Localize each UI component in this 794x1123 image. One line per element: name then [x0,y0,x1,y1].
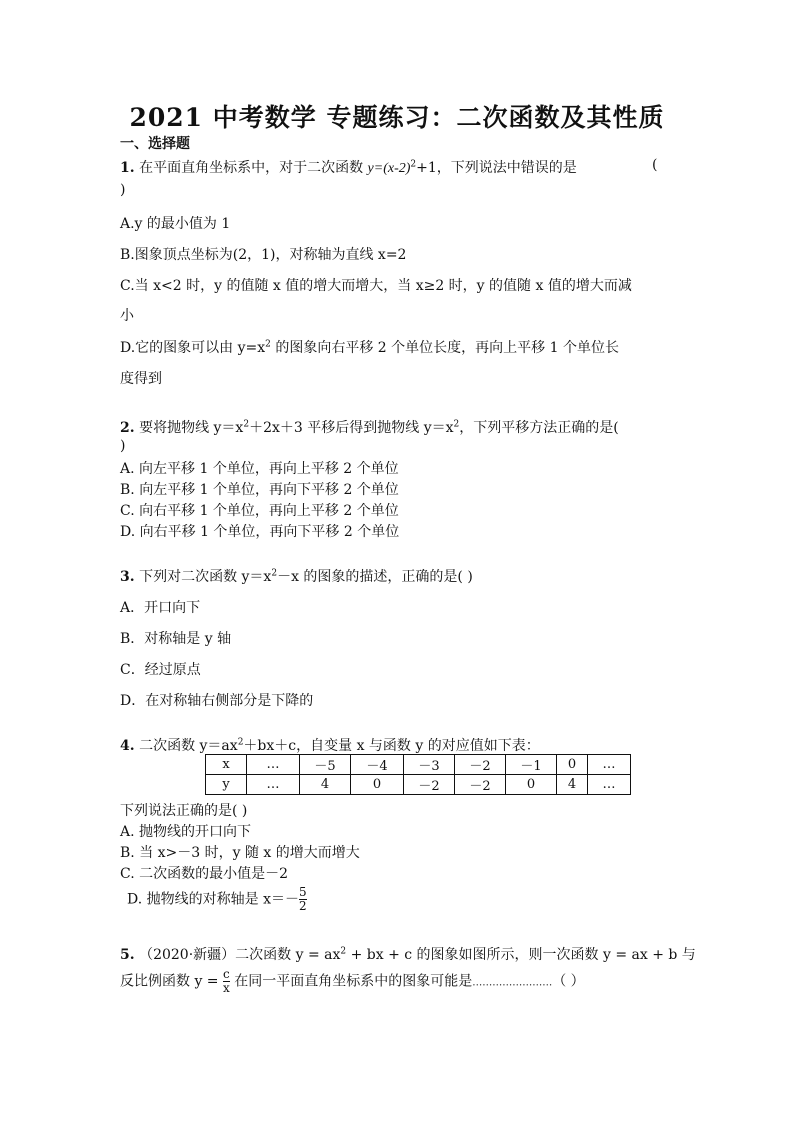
q1-option-d-line1: D.它的图象可以由 $y=x^2$ 的图象向右平移 2 个单位长度，再向上平移 1 个单位长 [120,339,619,356]
table-cell: －3 [404,755,455,775]
q3-option-d: D．在对称轴右侧部分是下降的 [120,693,314,709]
q1-number: 1. [120,160,135,176]
q2-answer-paren-close: ) [120,438,126,454]
q1-answer-paren-open: ( [652,157,658,173]
q3-option-a: A．开口向下 [120,600,201,616]
q4-prompt: 下列说法正确的是( ) [120,803,248,819]
table-cell: －4 [351,755,404,775]
q5-stem-line1: 5. （2020·新疆）二次函数 $y = ax^2$ + bx + c 的图象如图所示，则一次函数 y = ax + b 与 [120,946,696,963]
q3-option-c: C．经过原点 [120,662,201,678]
table-cell: －1 [506,755,557,775]
q4-value-table [205,754,631,795]
table-cell: 0 [506,775,557,795]
q4-stem: 4. 二次函数 $y=ax^2+bx+c$，自变量 x 与函数 y 的对应值如下表： [120,737,540,754]
table-cell: x [206,755,247,775]
table-row [206,775,631,795]
q1-option-c-line2: 小 [120,308,134,324]
q3-stem: 3. 下列对二次函数 $y=x^2-x$ 的图象的描述，正确的是( ) [120,568,473,585]
table-cell: … [247,775,300,795]
q2-option-a: A. 向左平移 1 个单位，再向上平移 2 个单位 [120,461,399,477]
page-title: 2021 中考数学 专题练习：二次函数及其性质 [129,103,665,132]
q1-option-c-line1: C.当 x<2 时，y 的值随 x 值的增大而增大，当 x≥2 时，y 的值随 x 值的增大而减 [120,278,632,294]
q2-option-d: D. 向右平移 1 个单位，再向下平移 2 个单位 [120,524,400,540]
table-cell: 4 [300,775,351,795]
q4-number: 4. [120,738,135,754]
table-cell: －2 [455,755,506,775]
q1-option-d-line2: 度得到 [120,371,162,387]
q5-answer-paren: （ ） [552,973,585,990]
table-cell: … [588,755,631,775]
table-cell: 0 [557,755,588,775]
table-cell: 0 [351,775,404,795]
q1-option-b: B.图象顶点坐标为(2，1)，对称轴为直线 x=2 [120,247,407,263]
q4-option-b: B. 当 x>－3 时，y 随 x 的增大而增大 [120,845,360,861]
q3-number: 3. [120,569,135,585]
q1-stem: 1. 在平面直角坐标系中，对于二次函数 $y=(x-2)^2+1$，下列说法中错误的是 [120,159,577,176]
table-cell: … [247,755,300,775]
table-cell: 4 [557,775,588,795]
q3-option-b: B．对称轴是 y 轴 [120,631,232,647]
q2-option-c: C. 向右平移 1 个单位，再向上平移 2 个单位 [120,503,399,519]
table-row [206,755,631,775]
q5-stem-line2: 反比例函数 y = $\frac{c}{x}$ 在同一平面直角坐标系中的图象可能是……………………（ ） [120,967,585,995]
q2-number: 2. [120,420,135,436]
q5-fraction: $\frac{c}{x}$ [223,967,230,995]
table-cell: －2 [404,775,455,795]
section-heading: 一、选择题 [120,136,190,152]
table-cell: －5 [300,755,351,775]
table-cell: －2 [455,775,506,795]
q2-option-b: B. 向左平移 1 个单位，再向下平移 2 个单位 [120,482,399,498]
q5-dot-leader: …………………… [472,977,553,989]
q4-option-a: A. 抛物线的开口向下 [120,824,252,840]
q4-fraction: $\frac{5}{2}$ [298,885,307,913]
q1-option-a: A.y 的最小值为 1 [120,216,231,232]
q4-option-d: D. 抛物线的对称轴是 x＝－ $\frac{5}{2}$ [127,885,307,913]
q4-option-c: C. 二次函数的最小值是－2 [120,866,289,882]
table-cell: y [206,775,247,795]
table-cell: … [588,775,631,795]
q1-answer-paren-close: ) [120,182,126,198]
q5-number: 5. [120,947,135,963]
q2-stem: 2. 要将抛物线 $y=x^2+2x+3$ 平移后得到抛物线 $y=x^2$，下列平移方法正确的是( [120,419,619,436]
